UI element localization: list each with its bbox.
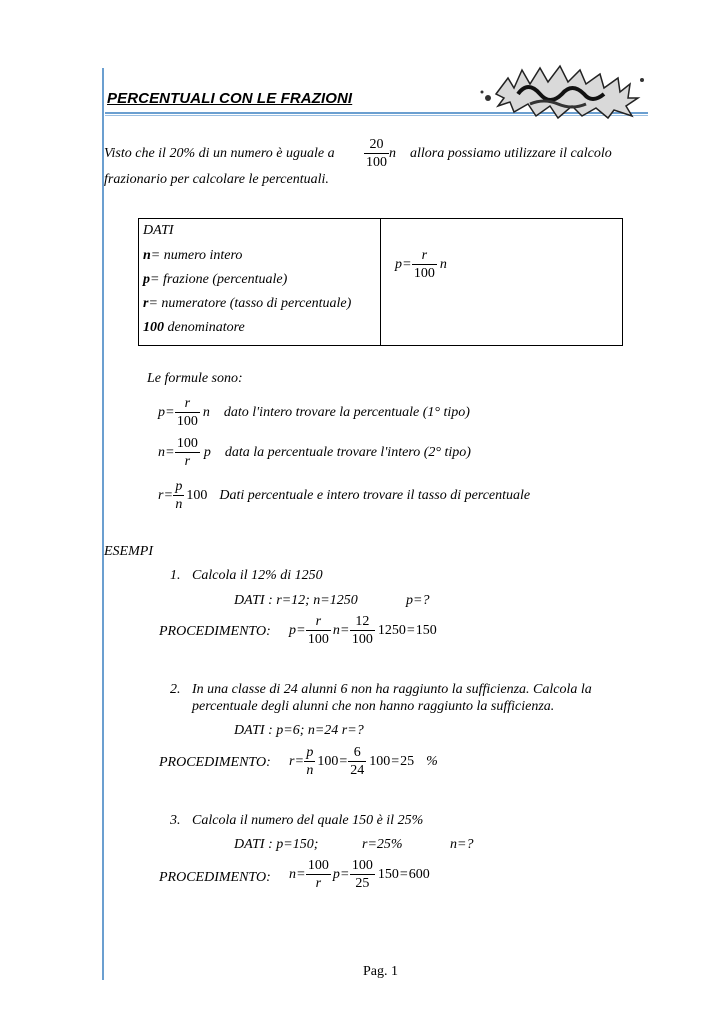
example-2-text: In una classe di 24 alunni 6 non ha raggiunto la sufficienza. Calcola la: [192, 682, 592, 697]
example-2-equation: r = $\frac{p}{n}$ 100 = $\frac{6}{24}$ 100 = 25 %: [289, 745, 438, 778]
dati-row-p: [143, 272, 287, 288]
formula-lhs: r: [158, 488, 164, 503]
formula-description: Dati percentuale e intero trovare il tasso di percentuale: [219, 488, 531, 503]
intro-text-end: allora possiamo utilizzare il calcolo: [410, 146, 612, 161]
frac-denominator: 100: [176, 414, 198, 429]
eq-mid: p: [332, 867, 340, 882]
formula-description: dato l'intero trovare la percentuale (1° tipo): [223, 405, 470, 420]
formule-intro: Le formule sono:: [147, 371, 243, 386]
page-number: Pag. 1: [363, 964, 398, 979]
example-1-dati: DATI : r=12; n=1250: [234, 593, 358, 608]
frac-numerator: r: [412, 249, 437, 265]
formula-lhs: p: [158, 405, 165, 420]
frac-numerator: r: [175, 397, 200, 413]
page-title: PERCENTUALI CON LE FRAZIONI: [107, 90, 353, 107]
dati-row-text: = numero intero: [150, 248, 243, 263]
example-3-dati: DATI : p=150;: [234, 837, 319, 852]
frac-numerator: 100: [176, 436, 198, 451]
frac-numerator: 100: [307, 858, 329, 873]
esempi-heading: ESEMPI: [104, 544, 153, 559]
dati-row-text: = frazione (percentuale): [150, 272, 288, 287]
formula-variable: n: [439, 257, 447, 272]
frac-numerator: r: [306, 615, 331, 631]
example-2-number: 2.: [170, 682, 181, 697]
frac-denominator: n: [306, 763, 314, 778]
frac-denominator: 100: [351, 632, 373, 647]
dati-table: [138, 218, 623, 346]
dati-row-r: [143, 296, 351, 312]
spiky-decoration-logo-icon: [478, 64, 650, 120]
frac-numerator: 100: [351, 858, 373, 873]
intro-text-line2: frazionario per calcolare le percentuali.: [104, 172, 329, 187]
eq-lhs: r: [289, 754, 295, 769]
formula-2: n = $\frac{100}{r}$ p data la percentuale trovare l'intero (2° tipo): [158, 436, 471, 469]
formula-lhs: n: [158, 445, 165, 460]
intro-text-start: Visto che il 20% di un numero è uguale a: [104, 146, 335, 161]
example-3-text: Calcola il numero del quale 150 è il 25%: [192, 813, 424, 828]
frac-denominator: r: [184, 454, 191, 469]
frac-denominator: 25: [355, 876, 370, 891]
frac-denominator: 100: [413, 266, 435, 281]
formula-equals: =: [403, 257, 411, 272]
example-1-number: 1.: [170, 568, 181, 583]
eq-result: 150: [415, 623, 437, 638]
dati-row-100: [143, 320, 245, 336]
example-1-text: Calcola il 12% di 1250: [192, 568, 323, 583]
frac-numerator: 20: [364, 138, 389, 154]
example-1-proc-label: PROCEDIMENTO:: [159, 624, 271, 639]
example-3-proc-label: PROCEDIMENTO:: [159, 870, 271, 885]
dati-header: DATI: [143, 223, 174, 238]
eq-unit: %: [426, 754, 438, 769]
dati-row-text: = numeratore (tasso di percentuale): [148, 296, 352, 311]
example-2-text-line2: percentuale degli alunni che non hanno raggiunto la sufficienza.: [192, 699, 555, 714]
eq-mid: 100: [317, 754, 339, 769]
example-3-dati-r: r=25%: [362, 837, 403, 852]
example-3-equation: n = $\frac{100}{r}$ p = $\frac{100}{25}$ 150 = 600: [289, 858, 430, 891]
formula-tail: p: [203, 445, 211, 460]
example-3-number: 3.: [170, 813, 181, 828]
frac-numerator: p: [175, 479, 183, 494]
frac-numerator: 6: [348, 746, 366, 762]
dati-row-key: p: [143, 272, 150, 287]
formula-description: data la percentuale trovare l'intero (2° tipo): [224, 445, 471, 460]
formula-1: p = $\frac{r}{100}$ n dato l'intero trovare la percentuale (1° tipo): [158, 396, 470, 429]
formula-3: r = $\frac{p}{n}$ 100 Dati percentuale e intero trovare il tasso di percentuale: [158, 479, 531, 512]
eq-lhs: n: [289, 867, 296, 882]
dati-row-text: denominatore: [164, 320, 245, 335]
dati-row-key: r: [143, 296, 149, 311]
example-1-ask: p=?: [406, 593, 430, 608]
dati-formula: [395, 249, 447, 281]
formula-tail: 100: [186, 488, 208, 503]
frac-denominator: r: [315, 876, 322, 891]
example-2-proc-label: PROCEDIMENTO:: [159, 755, 271, 770]
dati-row-key: n: [143, 248, 151, 263]
eq-tail: 100: [369, 754, 391, 769]
frac-denominator: n: [175, 497, 183, 512]
eq-result: 600: [408, 867, 430, 882]
frac-variable: n: [389, 146, 396, 161]
dati-row-key: 100: [143, 320, 164, 335]
example-3-ask: n=?: [450, 837, 474, 852]
frac-denominator: 24: [350, 763, 365, 778]
frac-denominator: 100: [307, 632, 329, 647]
eq-tail: 1250: [377, 623, 406, 638]
frac-numerator: 12: [350, 615, 375, 631]
eq-mid: n: [332, 623, 340, 638]
formula-lhs: p: [395, 257, 402, 272]
formula-tail: n: [202, 405, 210, 420]
eq-tail: 150: [377, 867, 399, 882]
table-divider: [380, 219, 381, 345]
eq-result: 25: [400, 754, 415, 769]
example-1-equation: p = $\frac{r}{100}$ n = $\frac{12}{100}$ 1250 = 150: [289, 614, 437, 647]
frac-numerator: p: [306, 745, 314, 760]
left-margin-bar: [102, 68, 104, 980]
dati-row-n: [143, 248, 242, 264]
intro-fraction: [364, 138, 396, 170]
eq-lhs: p: [289, 623, 296, 638]
example-2-dati: DATI : p=6; n=24 r=?: [234, 723, 364, 738]
frac-denominator: 100: [366, 155, 387, 170]
